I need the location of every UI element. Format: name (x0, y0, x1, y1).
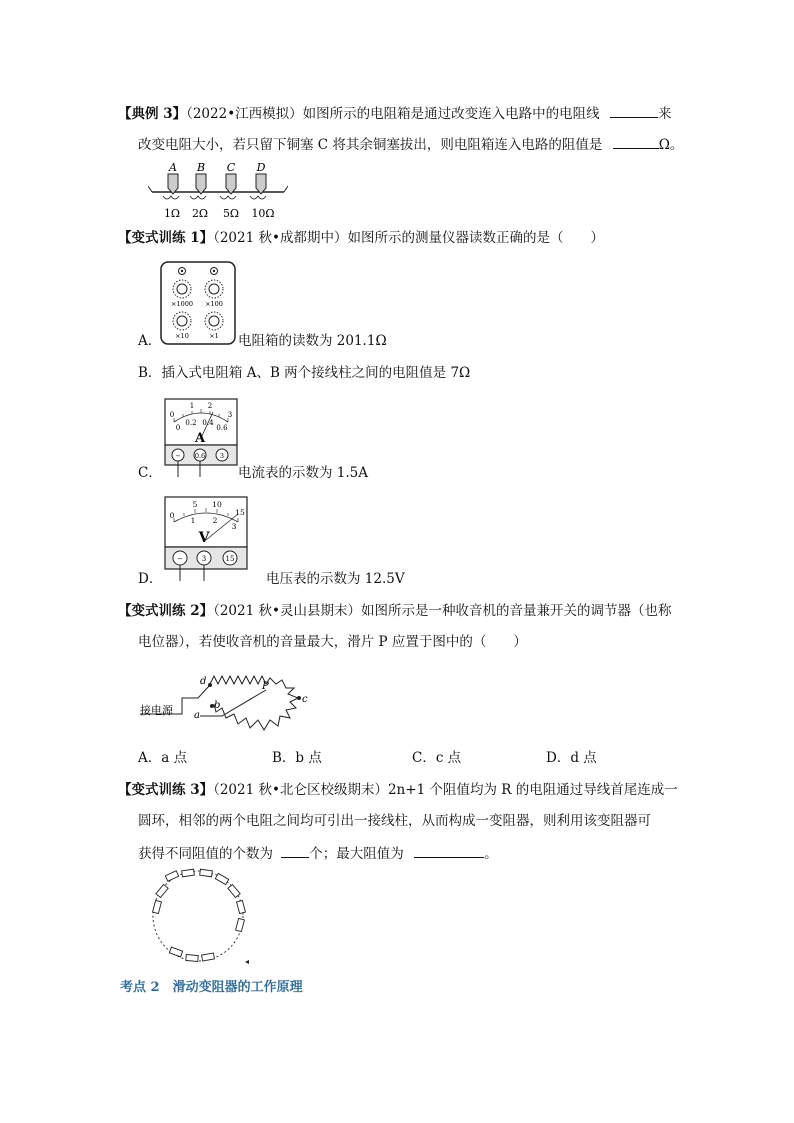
scale-label: 0 (175, 424, 181, 432)
training-3-line-2: 圆环，相邻的两个电阻之间均可引出一接线柱，从而构成一变阻器，则利用该变阻器可 (138, 813, 651, 829)
training-3-line-1 (118, 781, 678, 799)
point-c: c (302, 694, 308, 705)
example-3-text-end: 来 (657, 106, 672, 122)
point-a: a (194, 710, 200, 721)
option-a-text: 电阻箱的读数为 201.1Ω (238, 333, 387, 349)
training-3-source: （2021 秋•北仑区校级期末） (213, 782, 388, 798)
option-a[interactable]: A．a 点 (138, 750, 188, 766)
power-label: 接电源 (140, 704, 173, 717)
voltmeter-figure (164, 496, 248, 582)
dial-multiplier: ×10 (175, 332, 189, 340)
training-3-line-3 (138, 843, 498, 863)
training-2-text: 如图所示是一种收音机的音量兼开关的调节器（也称 (360, 603, 672, 619)
example-3-text-2: 改变电阻大小，若只留下铜塞 C 将其余铜塞拔出，则电阻箱连入电路的阻值是 (138, 137, 603, 153)
training-2-tag: 【变式训练 2】 (118, 603, 214, 619)
terminal-label: 3 (219, 452, 225, 460)
scale-label: 15 (235, 508, 245, 517)
example-3-line-1 (118, 103, 671, 123)
plug-label: B (196, 161, 206, 174)
terminal-label: − (175, 452, 181, 460)
option-b[interactable]: B．b 点 (272, 750, 322, 766)
answer-blank[interactable] (414, 843, 484, 858)
scale-label: 0 (169, 511, 175, 520)
option-d-letter[interactable]: D． (138, 571, 163, 587)
option-a-letter[interactable]: A． (138, 333, 162, 349)
resistor-ring-figure (146, 866, 252, 970)
option-d-text: 电压表的示数为 12.5V (266, 571, 405, 587)
slider-p: P (262, 681, 269, 692)
terminal-label: 0.6 (194, 452, 206, 460)
terminal-label: 3 (201, 555, 207, 563)
training-1-tag: 【变式训练 1】 (118, 230, 214, 246)
potentiometer-figure (138, 662, 318, 740)
terminal-label: 15 (225, 555, 235, 563)
training-1-question: 如图所示的测量仪器读数正确的是（ ） (347, 230, 604, 246)
training-2-source: （2021 秋•灵山县期末） (213, 603, 361, 619)
training-2-line-1 (118, 602, 671, 620)
scale-label: 2 (212, 516, 218, 525)
point-b: b (214, 700, 221, 711)
plug-d (256, 174, 266, 194)
training-1-source: （2021 秋•成都期中） (213, 230, 348, 246)
section-heading: 考点 2 滑动变阻器的工作原理 (120, 980, 303, 995)
plug-c (226, 174, 236, 194)
scale-label: 0.6 (216, 424, 228, 432)
dial-resistance-box-figure (160, 261, 236, 345)
plug-label: A (169, 161, 177, 174)
ammeter-figure (164, 398, 238, 478)
example-3-tag: 【典例 3】 (118, 106, 187, 122)
resistor-label: 1Ω (163, 207, 181, 220)
scale-label: 1 (189, 402, 195, 410)
scale-label: 0 (169, 411, 175, 419)
dial-multiplier: ×1000 (171, 300, 193, 308)
scale-label: 0.4 (202, 419, 214, 427)
training-3-text-3b: 个；最大阻值为 (309, 846, 404, 862)
point-d: d (200, 676, 207, 687)
resistor-label: 10Ω (251, 207, 275, 220)
answer-blank[interactable] (281, 843, 309, 858)
plug-label: C (226, 161, 236, 174)
scale-label: 2 (207, 402, 213, 410)
resistor-label: 2Ω (191, 207, 209, 220)
example-3-line-2 (138, 134, 683, 154)
training-1-stem (118, 229, 604, 247)
ammeter-symbol: A (194, 431, 206, 446)
voltmeter-symbol: V (198, 530, 210, 546)
plug-label: D (256, 161, 266, 174)
scale-label: 10 (212, 500, 222, 509)
answer-blank[interactable] (610, 103, 658, 118)
training-3-tag: 【变式训练 3】 (118, 782, 214, 798)
resistor-label: 5Ω (222, 207, 240, 220)
scale-label: 3 (231, 522, 237, 531)
plug-b (196, 174, 206, 194)
scale-label: 1 (190, 516, 196, 525)
example-3-text: 如图所示的电阻箱是通过改变连入电路中的电阻线 (302, 106, 600, 122)
scale-label: 5 (192, 500, 198, 509)
training-2-line-2: 电位器），若使收音机的音量最大，滑片 P 应置于图中的（ ） (138, 634, 527, 650)
ohm-unit: Ω。 (658, 137, 684, 153)
dial-multiplier: ×1 (209, 332, 219, 340)
option-c-letter[interactable]: C． (138, 465, 162, 481)
scale-label: 3 (227, 411, 233, 419)
terminal-label: − (177, 555, 183, 563)
training-3-text: 2n+1 个阻值均为 R 的电阻通过导线首尾连成一 (387, 782, 678, 798)
scale-label: 0.2 (185, 419, 197, 427)
option-c-text: 电流表的示数为 1.5A (238, 465, 369, 481)
dial-multiplier: ×100 (205, 300, 223, 308)
option-c[interactable]: C．c 点 (412, 750, 462, 766)
option-d[interactable]: D．d 点 (546, 750, 597, 766)
answer-blank[interactable] (613, 134, 659, 149)
plug-resistance-box-figure (148, 160, 288, 222)
option-b[interactable]: B．插入式电阻箱 A、B 两个接线柱之间的电阻值是 7Ω (138, 365, 471, 381)
plug-a (168, 174, 178, 194)
training-3-text-3a: 获得不同阻值的个数为 (138, 846, 273, 862)
example-3-source: （2022•江西模拟） (186, 106, 303, 122)
training-3-text-3c: 。 (484, 846, 498, 862)
